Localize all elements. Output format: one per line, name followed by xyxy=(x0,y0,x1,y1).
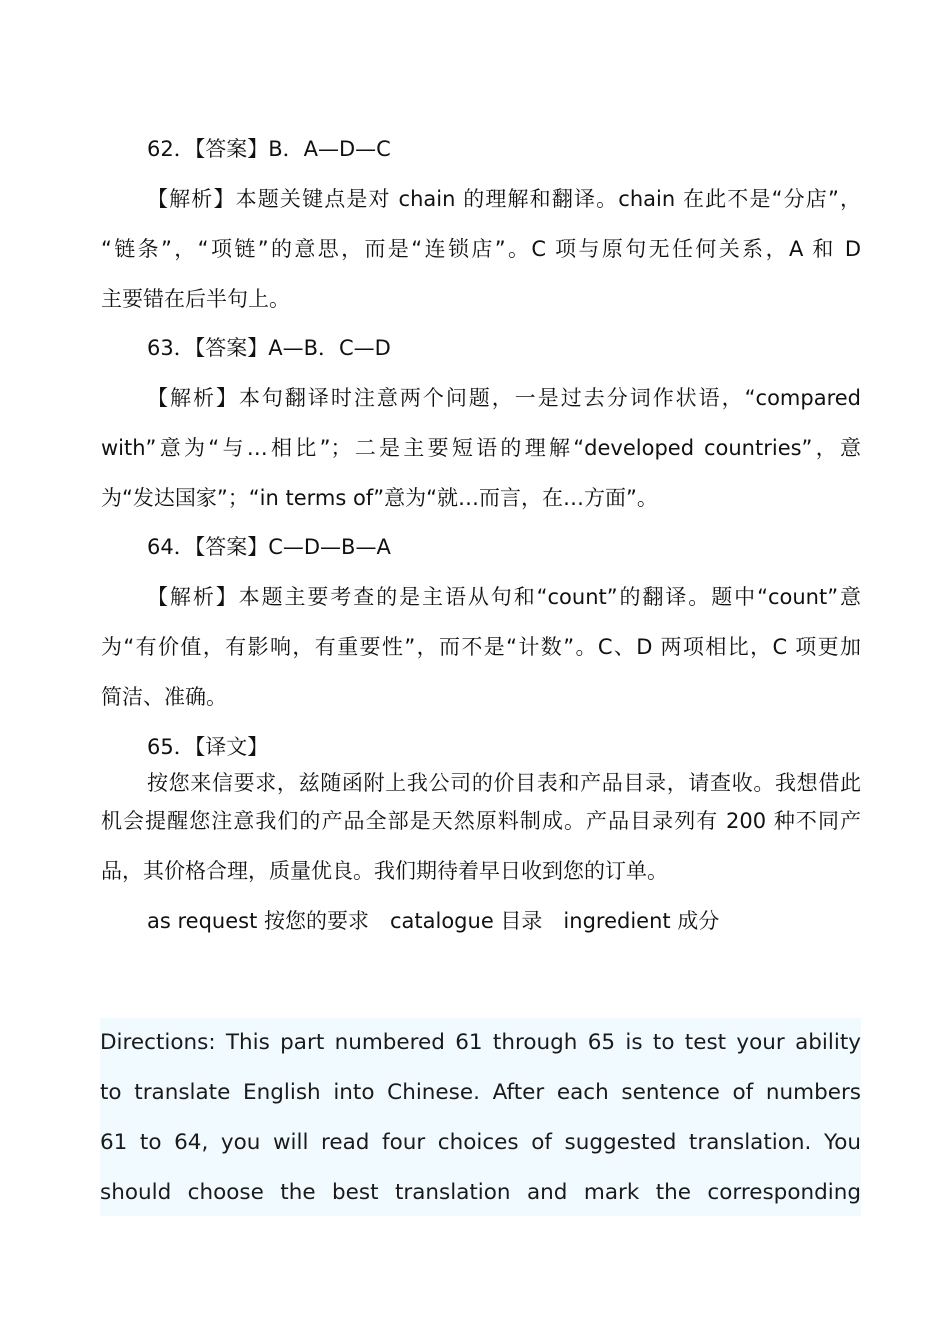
q62-analysis-line-1: 【解析】本题关键点是对 chain 的理解和翻译。chain 在此不是“分店”， xyxy=(147,187,861,211)
q65-translation-line-1: 按您来信要求，兹随函附上我公司的价目表和产品目录，请查收。我想借此 xyxy=(147,771,861,795)
directions-line-1: Directions: This part numbered 61 through 65 is to test your ability xyxy=(100,1030,861,1055)
q63-analysis-line-1: 【解析】本句翻译时注意两个问题，一是过去分词作状语，“compared xyxy=(147,386,861,410)
q63-analysis-line-2: with”意为“与…相比”；二是主要短语的理解“developed countries”，意 xyxy=(101,436,861,460)
directions-block xyxy=(100,1018,861,1216)
q64-analysis-line-2: 为“有价值，有影响，有重要性”，而不是“计数”。C、D 两项相比，C 项更加 xyxy=(101,635,861,659)
directions-line-2: to translate English into Chinese. After each sentence of numbers xyxy=(100,1080,861,1105)
q64-analysis-line-1: 【解析】本题主要考查的是主语从句和“count”的翻译。题中“count”意 xyxy=(147,585,861,609)
q64-analysis-line-3: 简洁、准确。 xyxy=(101,685,227,709)
q63-analysis-line-3: 为“发达国家”；“in terms of”意为“就…而言，在…方面”。 xyxy=(101,486,658,510)
q62-analysis-line-3: 主要错在后半句上。 xyxy=(101,287,290,311)
q62-analysis-line-2: “链条”，“项链”的意思，而是“连锁店”。C 项与原句无任何关系，A 和 D xyxy=(101,237,861,261)
q65-heading: 65．【译文】 xyxy=(147,735,269,759)
q63-answer: 63．【答案】A—B．C—D xyxy=(147,336,391,360)
q65-translation-line-3: 品，其价格合理，质量优良。我们期待着早日收到您的订单。 xyxy=(101,859,668,883)
q65-vocabulary: as request 按您的要求 catalogue 目录 ingredient 成分 xyxy=(147,909,720,933)
q62-answer: 62．【答案】B．A—D—C xyxy=(147,137,391,161)
q64-answer: 64．【答案】C—D—B—A xyxy=(147,535,391,559)
q65-translation-line-2: 机会提醒您注意我们的产品全部是天然原料制成。产品目录列有 200 种不同产 xyxy=(101,809,861,833)
directions-line-3: 61 to 64, you will read four choices of suggested translation. You xyxy=(100,1130,861,1155)
directions-line-4: should choose the best translation and mark the corresponding xyxy=(100,1180,861,1205)
